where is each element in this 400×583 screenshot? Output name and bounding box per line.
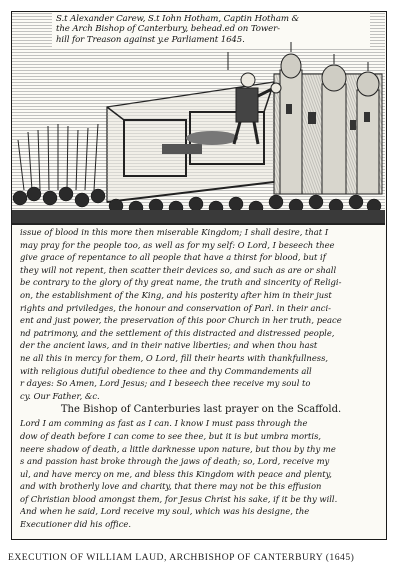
speech-line: r dayes: So Amen, Lord Jesus; and I beseech thee receive my soul to (20, 378, 311, 389)
speech-line: may pray for the people too, as well as for my self: O Lord, I beseech thee (20, 239, 335, 250)
caption-line: hill for Treason against y.e Parliament 1645. (56, 34, 245, 45)
speech-line: ne all this in mercy for them, O Lord, fill their hearts with thankfullness, (20, 352, 329, 363)
speech-line: they will not repent, then scatter their devices so, and such as are or shall (20, 264, 337, 275)
prayer-line: s and passion hast broke through the jaws of death; so, Lord, receive my (20, 456, 330, 467)
speech-line: on, the establishment of the King, and his posterity after him in their just (20, 289, 332, 300)
prayer-line: Executioner did his office. (20, 519, 132, 530)
speech-line: der the ancient laws, and in their native liberties; and when thou hast (20, 340, 318, 351)
prayer-line: and with brotherly love and charity, that there may not be this effusion (20, 481, 322, 492)
plate-caption: EXECUTION OF WILLIAM LAUD, ARCHBISHOP OF CANTERBURY (1645) (8, 552, 355, 563)
caption-line: S.t Alexander Carew, S.t Iohn Hotham, Captin Hotham & (56, 14, 300, 24)
prayer-line: neere shadow of death, a little darknesse upon nature, but thou by thy me (20, 443, 336, 454)
speech-line: with religious dutiful obedience to thee and thy Commandements all (20, 365, 312, 376)
speech-line: cy. Our Father, &c. (20, 390, 100, 401)
speech-line: nd patrimony, and the settlement of this distracted and distressed people, (20, 327, 335, 338)
prayer-line: Lord I am comming as fast as I can. I know I must pass through the (20, 418, 308, 429)
speech-line: rights and priviledges, the honour and conservation of Parl. in their anci- (20, 302, 331, 313)
prayer-line: dow of death before I can come to see thee, but it is but umbra mortis, (20, 430, 322, 441)
prayer-line: of Christian blood amongst them, for Jesus Christ his sake, if it be thy will. (20, 493, 338, 504)
speech-line: ent and just power, the preservation of this poor Church in her truth, peace (20, 315, 342, 326)
engraving-caption (56, 14, 366, 45)
prayer-line: And when he said, Lord receive my soul, which was his designe, the (20, 506, 310, 517)
scaffold-woodcut (12, 12, 385, 225)
speech-line: issue of blood in this more then miserable Kingdom; I shall desire, that I (20, 227, 329, 237)
speech-line: give grace of repentance to all people that have a thirst for blood, but if (20, 252, 326, 263)
printed-text (20, 226, 382, 531)
speech-line: be contrary to the glory of thy great name, the truth and sincerity of Religi- (20, 277, 342, 288)
prayer-heading: The Bishop of Canterburies last prayer on the Scaffold. (60, 404, 342, 416)
caption-line: the Arch Bishop of Canterbury, behead.ed on Tower- (56, 24, 280, 35)
engraved-sheet (11, 11, 387, 540)
prayer-line: ul, and have mercy on me, and bless this Kingdom with peace and plenty, (20, 468, 332, 479)
